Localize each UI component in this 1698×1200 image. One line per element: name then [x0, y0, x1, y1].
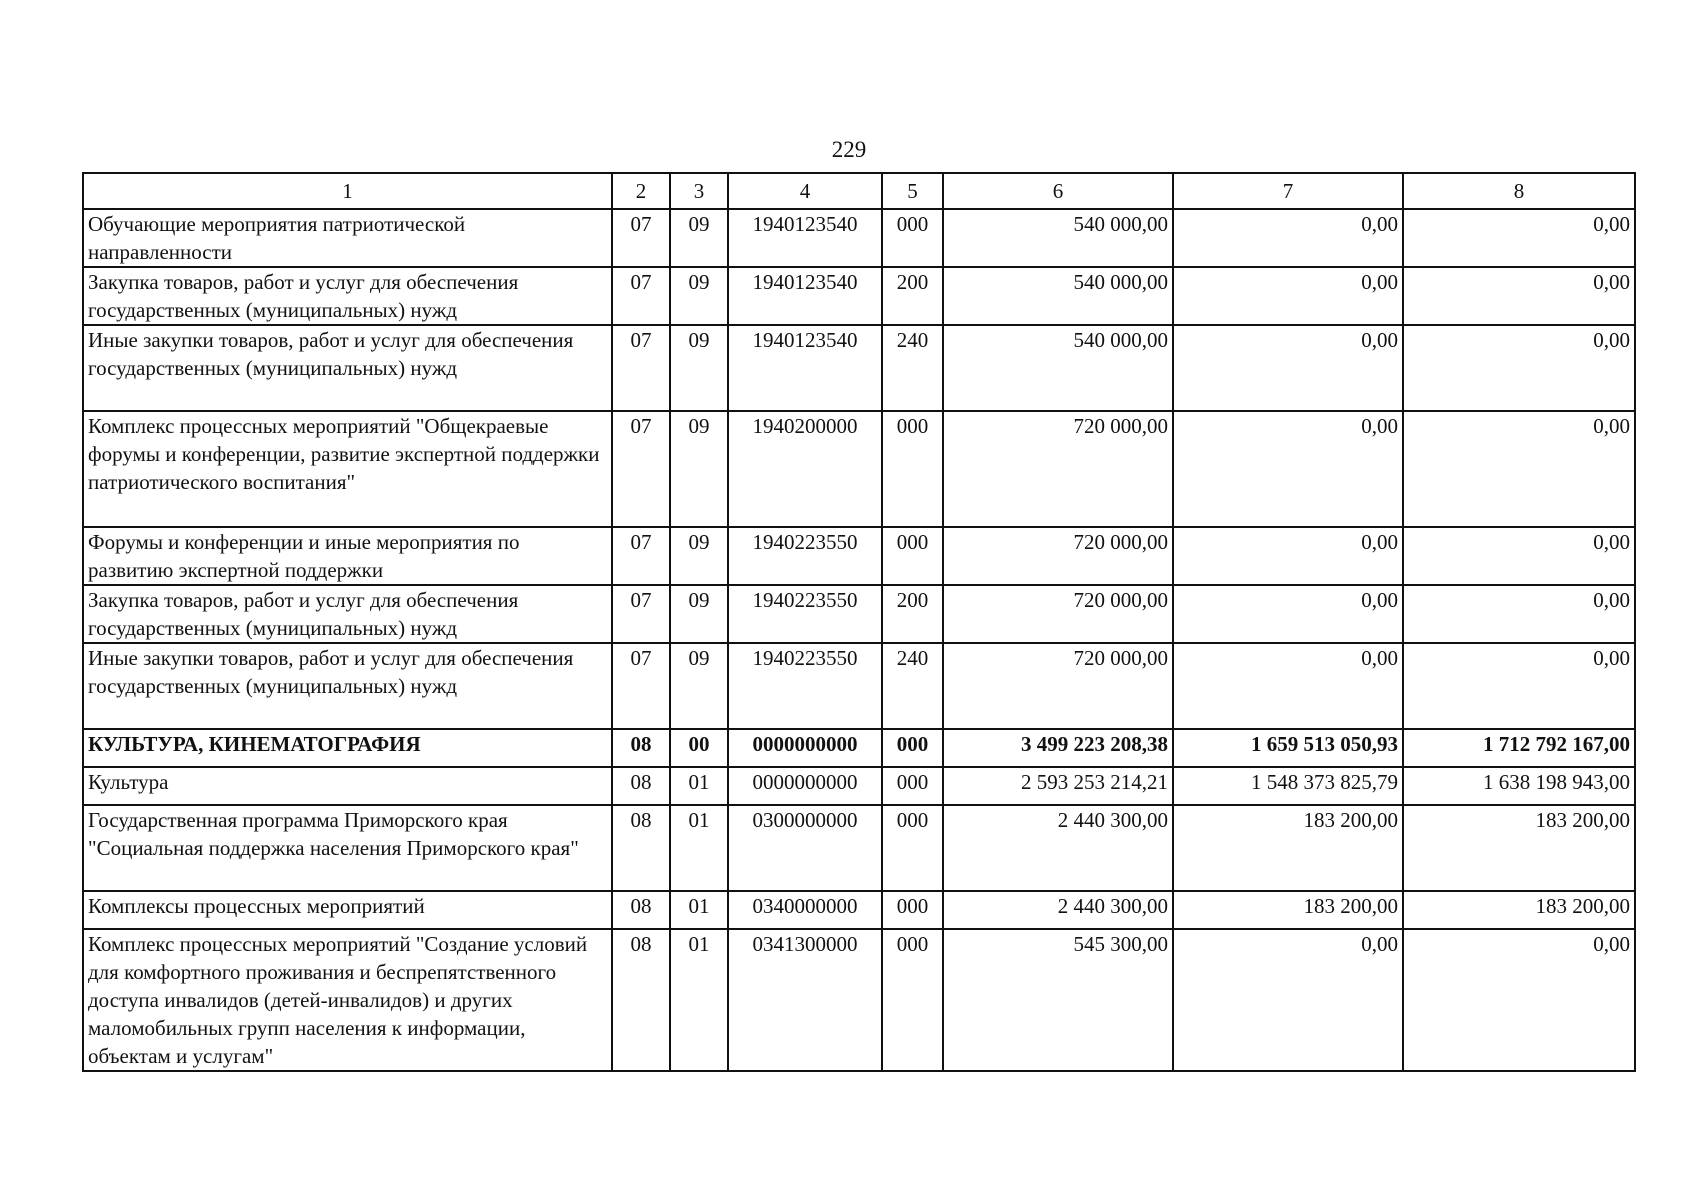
amount-col6-cell: 545 300,00	[943, 929, 1173, 1071]
section-code-cell: 08	[612, 805, 670, 891]
amount-col8-cell: 183 200,00	[1403, 891, 1635, 929]
row-name-cell: Комплекс процессных мероприятий "Создание условий для комфортного проживания и беспрепятственного доступа инвалидов (детей-инвалидов) и других маломобильных групп населения к информации, объектам и услугам"	[83, 929, 612, 1071]
header-cell: 5	[882, 173, 943, 209]
header-cell: 8	[1403, 173, 1635, 209]
amount-col7-cell: 183 200,00	[1173, 805, 1403, 891]
row-name-cell: Закупка товаров, работ и услуг для обеспечения государственных (муниципальных) нужд	[83, 585, 612, 643]
table-row	[83, 411, 1635, 527]
expense-type-cell: 000	[882, 209, 943, 267]
row-name-cell: КУЛЬТУРА, КИНЕМАТОГРАФИЯ	[83, 729, 612, 767]
subsection-code-cell: 01	[670, 767, 728, 805]
table-row	[83, 267, 1635, 325]
row-name-cell: Комплексы процессных мероприятий	[83, 891, 612, 929]
amount-col8-cell: 0,00	[1403, 209, 1635, 267]
amount-col7-cell: 0,00	[1173, 527, 1403, 585]
expense-type-cell: 000	[882, 527, 943, 585]
amount-col7-cell: 0,00	[1173, 325, 1403, 411]
target-article-cell: 1940223550	[728, 643, 882, 729]
expense-type-cell: 000	[882, 805, 943, 891]
section-code-cell: 07	[612, 527, 670, 585]
section-code-cell: 07	[612, 267, 670, 325]
row-name-cell: Комплекс процессных мероприятий "Общекраевые форумы и конференции, развитие экспертной поддержки патриотического воспитания"	[83, 411, 612, 527]
header-cell: 7	[1173, 173, 1403, 209]
target-article-cell: 0000000000	[728, 767, 882, 805]
header-row	[83, 173, 1635, 209]
amount-col8-cell: 0,00	[1403, 585, 1635, 643]
amount-col6-cell: 2 440 300,00	[943, 891, 1173, 929]
amount-col8-cell: 0,00	[1403, 527, 1635, 585]
amount-col6-cell: 720 000,00	[943, 527, 1173, 585]
amount-col7-cell: 0,00	[1173, 209, 1403, 267]
header-cell: 6	[943, 173, 1173, 209]
amount-col6-cell: 540 000,00	[943, 325, 1173, 411]
expense-type-cell: 000	[882, 729, 943, 767]
header-cell: 2	[612, 173, 670, 209]
section-code-cell: 08	[612, 767, 670, 805]
section-code-cell: 08	[612, 729, 670, 767]
expense-type-cell: 000	[882, 411, 943, 527]
amount-col8-cell: 0,00	[1403, 643, 1635, 729]
header-cell: 1	[83, 173, 612, 209]
table-row	[83, 767, 1635, 805]
amount-col6-cell: 720 000,00	[943, 411, 1173, 527]
amount-col6-cell: 720 000,00	[943, 585, 1173, 643]
amount-col7-cell: 0,00	[1173, 585, 1403, 643]
subsection-code-cell: 09	[670, 585, 728, 643]
section-code-cell: 07	[612, 643, 670, 729]
row-name-cell: Культура	[83, 767, 612, 805]
section-code-cell: 08	[612, 929, 670, 1071]
amount-col7-cell: 0,00	[1173, 929, 1403, 1071]
page-number: 229	[831, 137, 867, 162]
row-name-cell: Закупка товаров, работ и услуг для обеспечения государственных (муниципальных) нужд	[83, 267, 612, 325]
amount-col7-cell: 183 200,00	[1173, 891, 1403, 929]
amount-col6-cell: 3 499 223 208,38	[943, 729, 1173, 767]
section-code-cell: 07	[612, 411, 670, 527]
table-row	[83, 891, 1635, 929]
subsection-code-cell: 09	[670, 643, 728, 729]
row-name-cell: Иные закупки товаров, работ и услуг для обеспечения государственных (муниципальных) нужд	[83, 325, 612, 411]
table-row	[83, 325, 1635, 411]
row-name-cell: Государственная программа Приморского края "Социальная поддержка населения Приморского края"	[83, 805, 612, 891]
section-code-cell: 08	[612, 891, 670, 929]
amount-col8-cell: 0,00	[1403, 929, 1635, 1071]
expense-type-cell: 200	[882, 585, 943, 643]
subsection-code-cell: 01	[670, 805, 728, 891]
amount-col8-cell: 1 638 198 943,00	[1403, 767, 1635, 805]
target-article-cell: 1940123540	[728, 325, 882, 411]
header-cell: 3	[670, 173, 728, 209]
subsection-code-cell: 00	[670, 729, 728, 767]
table-row	[83, 805, 1635, 891]
subsection-code-cell: 09	[670, 325, 728, 411]
target-article-cell: 1940123540	[728, 267, 882, 325]
amount-col8-cell: 0,00	[1403, 325, 1635, 411]
amount-col8-cell: 1 712 792 167,00	[1403, 729, 1635, 767]
subsection-code-cell: 09	[670, 209, 728, 267]
budget-table	[82, 172, 1636, 1072]
amount-col6-cell: 720 000,00	[943, 643, 1173, 729]
table-row	[83, 729, 1635, 767]
row-name-cell: Иные закупки товаров, работ и услуг для обеспечения государственных (муниципальных) нужд	[83, 643, 612, 729]
target-article-cell: 0341300000	[728, 929, 882, 1071]
row-name-cell: Обучающие мероприятия патриотической направленности	[83, 209, 612, 267]
amount-col7-cell: 1 659 513 050,93	[1173, 729, 1403, 767]
section-code-cell: 07	[612, 585, 670, 643]
expense-type-cell: 240	[882, 643, 943, 729]
section-code-cell: 07	[612, 325, 670, 411]
subsection-code-cell: 09	[670, 527, 728, 585]
amount-col6-cell: 540 000,00	[943, 267, 1173, 325]
table-row	[83, 527, 1635, 585]
subsection-code-cell: 01	[670, 891, 728, 929]
amount-col7-cell: 0,00	[1173, 643, 1403, 729]
table-row	[83, 929, 1635, 1071]
table-row	[83, 585, 1635, 643]
target-article-cell: 0300000000	[728, 805, 882, 891]
subsection-code-cell: 09	[670, 267, 728, 325]
target-article-cell: 1940123540	[728, 209, 882, 267]
header-cell: 4	[728, 173, 882, 209]
subsection-code-cell: 01	[670, 929, 728, 1071]
target-article-cell: 0340000000	[728, 891, 882, 929]
table-row	[83, 643, 1635, 729]
section-code-cell: 07	[612, 209, 670, 267]
amount-col6-cell: 2 593 253 214,21	[943, 767, 1173, 805]
subsection-code-cell: 09	[670, 411, 728, 527]
amount-col7-cell: 0,00	[1173, 411, 1403, 527]
target-article-cell: 1940223550	[728, 585, 882, 643]
target-article-cell: 1940200000	[728, 411, 882, 527]
expense-type-cell: 000	[882, 929, 943, 1071]
amount-col6-cell: 2 440 300,00	[943, 805, 1173, 891]
expense-type-cell: 000	[882, 767, 943, 805]
amount-col8-cell: 183 200,00	[1403, 805, 1635, 891]
amount-col8-cell: 0,00	[1403, 411, 1635, 527]
row-name-cell: Форумы и конференции и иные мероприятия по развитию экспертной поддержки	[83, 527, 612, 585]
expense-type-cell: 240	[882, 325, 943, 411]
expense-type-cell: 000	[882, 891, 943, 929]
expense-type-cell: 200	[882, 267, 943, 325]
target-article-cell: 0000000000	[728, 729, 882, 767]
amount-col6-cell: 540 000,00	[943, 209, 1173, 267]
target-article-cell: 1940223550	[728, 527, 882, 585]
amount-col7-cell: 1 548 373 825,79	[1173, 767, 1403, 805]
amount-col7-cell: 0,00	[1173, 267, 1403, 325]
amount-col8-cell: 0,00	[1403, 267, 1635, 325]
table-row	[83, 209, 1635, 267]
